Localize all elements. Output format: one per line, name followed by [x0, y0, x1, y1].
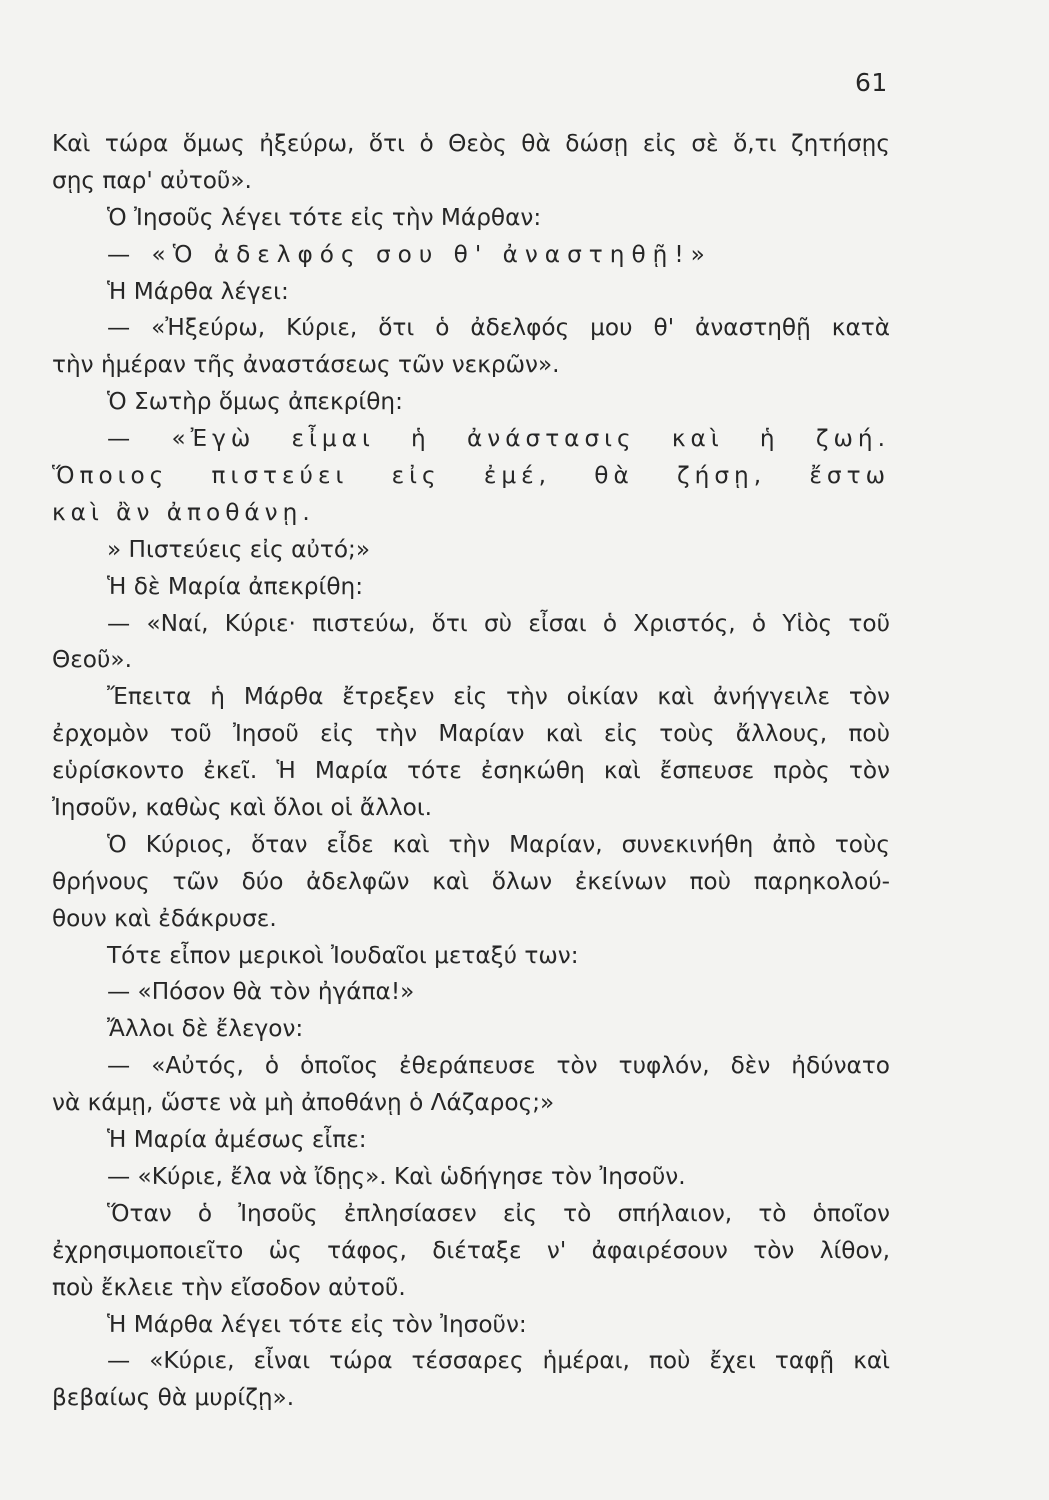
- text-line: — «Ἐγὼ εἶμαι ἡ ἀνάστασις καὶ ἡ ζωή.: [107, 425, 890, 453]
- text-line: θουν καὶ ἐδάκρυσε.: [52, 904, 277, 932]
- text-line: Ὁ Σωτὴρ ὅμως ἀπεκρίθη:: [107, 388, 403, 416]
- text-line: Τότε εἶπον μερικοὶ Ἰουδαῖοι μεταξύ των:: [107, 941, 579, 969]
- text-line: ἐχρησιμοποιεῖτο ὡς τάφος, διέταξε ν' ἀφαιρέσουν τὸν λίθον,: [52, 1236, 890, 1264]
- text-line: — «Ὁ ἀδελφός σου θ' ἀναστηθῇ!»: [107, 240, 712, 268]
- text-line: Ἰησοῦν, καθὼς καὶ ὅλοι οἱ ἄλλοι.: [52, 794, 433, 822]
- text-line: Ἡ δὲ Μαρία ἀπεκρίθη:: [107, 572, 364, 600]
- text-line: — «Αὐτός, ὁ ὁποῖος ἐθεράπευσε τὸν τυφλόν, δὲν ἠδύνατο: [107, 1052, 890, 1080]
- text-line: καὶ ἂν ἀποθάνῃ.: [52, 498, 315, 526]
- text-line: Καὶ τώρα ὅμως ἠξεύρω, ὅτι ὁ Θεὸς θὰ δώσῃ εἰς σὲ ὅ,τι ζητήσῃς: [52, 130, 890, 157]
- text-line: βεβαίως θὰ μυρίζῃ».: [52, 1384, 295, 1412]
- text-line: θρήνους τῶν δύο ἀδελφῶν καὶ ὅλων ἐκείνων ποὺ παρηκολού-: [52, 867, 890, 895]
- text-line: σῃς παρ' αὐτοῦ».: [52, 166, 252, 194]
- text-line: Ἔπειτα ἡ Μάρθα ἔτρεξεν εἰς τὴν οἰκίαν καὶ ἀνήγγειλε τὸν: [107, 683, 890, 711]
- text-line: Ἡ Μάρθα λέγει:: [107, 277, 289, 305]
- text-line: — «Κύριε, εἶναι τώρα τέσσαρες ἡμέραι, ποὺ ἔχει ταφῇ καὶ: [107, 1347, 890, 1375]
- text-line: — «Πόσον θὰ τὸν ἠγάπα!»: [107, 978, 415, 1006]
- text-line: » Πιστεύεις εἰς αὐτό;»: [107, 535, 371, 563]
- text-line: Ὁ Ἰησοῦς λέγει τότε εἰς τὴν Μάρθαν:: [107, 203, 542, 231]
- text-line: νὰ κάμῃ, ὥστε νὰ μὴ ἀποθάνῃ ὁ Λάζαρος;»: [52, 1089, 555, 1117]
- body-text: [52, 126, 890, 1417]
- text-line: — «Ναί, Κύριε· πιστεύω, ὅτι σὺ εἶσαι ὁ Χριστός, ὁ Υἱὸς τοῦ: [107, 609, 890, 637]
- text-line: Ὅποιος πιστεύει εἰς ἐμέ, θὰ ζήσῃ, ἔστω: [52, 462, 890, 490]
- page-number: 61: [855, 68, 888, 97]
- text-line: — «Κύριε, ἔλα νὰ ἴδῃς». Καὶ ὡδήγησε τὸν Ἰησοῦν.: [107, 1162, 686, 1190]
- text-line: Ἡ Μαρία ἀμέσως εἶπε:: [107, 1126, 367, 1154]
- text-line: ἐρχομὸν τοῦ Ἰησοῦ εἰς τὴν Μαρίαν καὶ εἰς τοὺς ἄλλους, ποὺ: [52, 720, 890, 748]
- text-line: Ἄλλοι δὲ ἔλεγον:: [107, 1015, 304, 1043]
- text-line: Ἡ Μάρθα λέγει τότε εἰς τὸν Ἰησοῦν:: [107, 1310, 527, 1338]
- text-line: — «Ἠξεύρω, Κύριε, ὅτι ὁ ἀδελφός μου θ' ἀναστηθῇ κατὰ: [107, 314, 890, 342]
- text-line: ποὺ ἔκλειε τὴν εἴσοδον αὐτοῦ.: [52, 1273, 406, 1301]
- text-line: Ὅταν ὁ Ἰησοῦς ἐπλησίασεν εἰς τὸ σπήλαιον, τὸ ὁποῖον: [107, 1199, 890, 1227]
- text-line: Θεοῦ».: [52, 646, 132, 674]
- text-line: τὴν ἡμέραν τῆς ἀναστάσεως τῶν νεκρῶν».: [52, 351, 560, 379]
- text-line: Ὁ Κύριος, ὅταν εἶδε καὶ τὴν Μαρίαν, συνεκινήθη ἀπὸ τοὺς: [107, 830, 890, 858]
- text-line: εὑρίσκοντο ἐκεῖ. Ἡ Μαρία τότε ἐσηκώθη καὶ ἔσπευσε πρὸς τὸν: [52, 757, 890, 785]
